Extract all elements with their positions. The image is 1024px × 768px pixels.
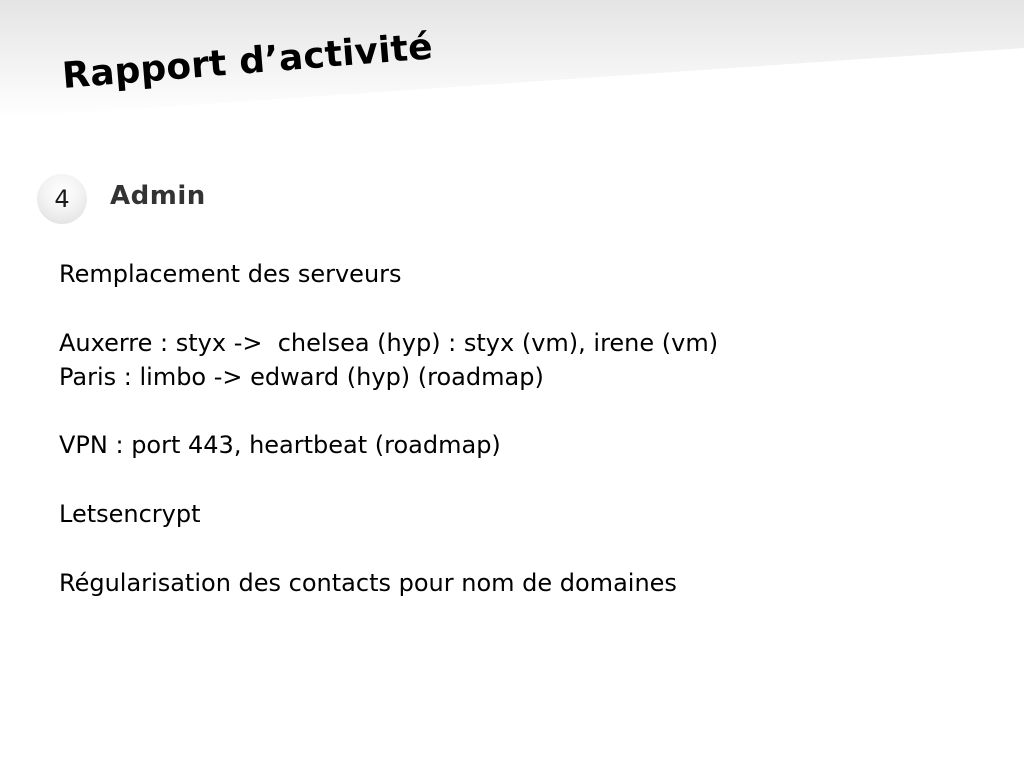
slide-content [59, 257, 999, 600]
section-number-badge: 4 [37, 174, 87, 224]
content-line: Remplacement des serveurs [59, 260, 402, 288]
content-line-spacer [59, 463, 999, 497]
content-line: Letsencrypt [59, 500, 201, 529]
slide-title: Rapport d’activité [60, 26, 435, 97]
content-line: Paris : limbo -> edward (hyp) (roadmap) [59, 362, 544, 391]
content-line: Régularisation des contacts pour nom de domaines [59, 568, 677, 597]
content-line-spacer [59, 394, 999, 428]
content-line-spacer [59, 291, 999, 325]
content-line-spacer [59, 531, 999, 565]
content-line: VPN : port 443, heartbeat (roadmap) [59, 431, 501, 460]
content-line: Auxerre : styx -> chelsea (hyp) : styx (vm), irene (vm) [59, 328, 719, 357]
section-title: Admin [110, 181, 206, 211]
